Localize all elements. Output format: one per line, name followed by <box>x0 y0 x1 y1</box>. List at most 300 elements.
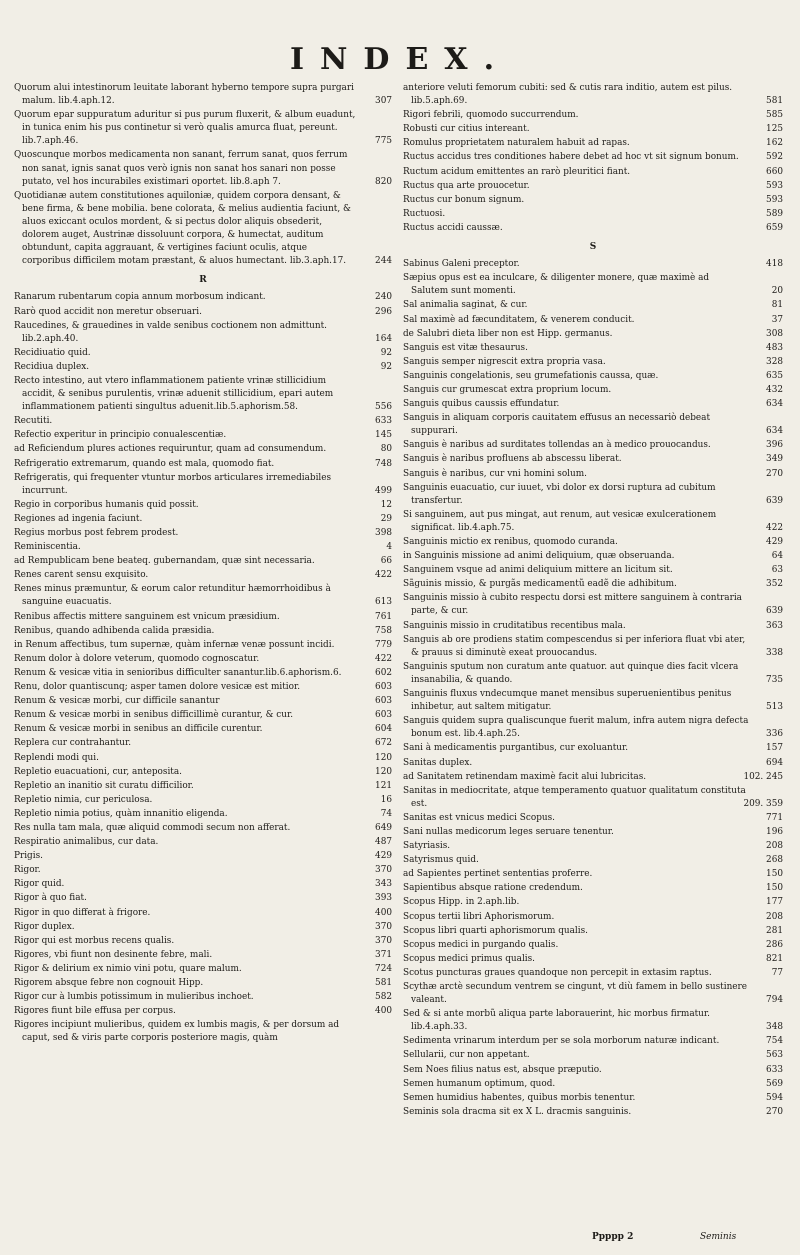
entry-page-number: 92 <box>380 347 392 358</box>
index-entry <box>403 166 783 179</box>
entry-page-number: 821 <box>766 953 783 964</box>
entry-text: Rigor & delirium ex nimio vini potu, quare malum. <box>14 963 242 974</box>
index-entry <box>14 583 392 609</box>
entry-text: Ructus accidus tres conditiones habere debet ad hoc vt sit signum bonum. <box>403 152 739 163</box>
index-entry <box>403 1106 783 1119</box>
index-entry <box>403 939 783 952</box>
entry-text: Regiones ad ingenia faciunt. <box>14 513 143 524</box>
entry-page-number: 593 <box>766 180 783 191</box>
entry-page-number: 328 <box>766 356 783 367</box>
entry-text: ad Reficiendum plures actiones requiruntur, quam ad consumendum. <box>14 444 327 455</box>
entry-text: Reminiscentia. <box>14 542 81 553</box>
entry-page-number: 66 <box>380 556 392 567</box>
entry-page-number: 556 <box>375 402 392 413</box>
entry-text: Renibus affectis mittere sanguinem est vnicum præsidium. <box>14 611 280 622</box>
index-entry <box>403 564 783 577</box>
entry-text: Sanguinis fluxus vndecumque manet mensibus superuenientibus penitus inhibetur, aut saltem mitigatur. <box>403 689 732 713</box>
entry-page-number: 582 <box>375 992 392 1003</box>
index-entry <box>14 429 392 442</box>
entry-page-number: 761 <box>375 611 392 622</box>
entry-text: Respiratio animalibus, cur data. <box>14 837 159 848</box>
index-entry <box>403 715 783 741</box>
entry-text: Sed & si ante morbũ aliqua parte laborauerint, hic morbus firmatur. lib.4.aph.33. <box>403 1009 710 1033</box>
entry-page-number: 563 <box>766 1050 783 1061</box>
index-entry <box>14 850 392 863</box>
entry-page-number: 660 <box>766 166 783 177</box>
entry-page-number: 370 <box>375 921 392 932</box>
entry-page-number: 308 <box>766 328 783 339</box>
entry-text: Sanguinis missio in cruditatibus recentibus mala. <box>403 620 626 631</box>
index-entry <box>403 328 783 341</box>
entry-page-number: 589 <box>766 208 783 219</box>
entry-text: Si sanguinem, aut pus mingat, aut renum, aut vesicæ exulcerationem significat. lib.4.aph.75. <box>403 509 717 533</box>
entry-text: Sani à medicamentis purgantibus, cur exoluantur. <box>403 743 629 754</box>
signature-mark: Ppppp 2 <box>592 1232 634 1242</box>
index-entry <box>403 1035 783 1048</box>
index-entry <box>403 342 783 355</box>
entry-page-number: 649 <box>375 822 392 833</box>
entry-text: Sanguis è naribus, cur vni homini solum. <box>403 468 587 479</box>
index-entry <box>14 695 392 708</box>
entry-text: Sanguis est vitæ thesaurus. <box>403 342 528 353</box>
entry-text: Sedimenta vrinarum interdum per se sola morborum naturæ indicant. <box>403 1036 720 1047</box>
index-entry <box>14 808 392 821</box>
entry-page-number: 694 <box>766 757 783 768</box>
entry-page-number: 77 <box>771 967 783 978</box>
index-entry <box>14 1019 392 1045</box>
entry-text: Rigores, vbi fiunt non desinente febre, mali. <box>14 949 213 960</box>
entry-text: ad Rempublicam bene beateq. gubernandam, quæ sint necessaria. <box>14 556 315 567</box>
entry-text: Semen humidius habentes, quibus morbis tenentur. <box>403 1092 636 1103</box>
index-entry <box>403 854 783 867</box>
entry-page-number: 735 <box>766 674 783 685</box>
entry-page-number: 208 <box>766 841 783 852</box>
entry-page-number: 348 <box>766 1022 783 1033</box>
entry-text: Repletio an inanitio sit curatu difficilior. <box>14 780 194 791</box>
index-entry <box>403 981 783 1007</box>
entry-page-number: 196 <box>766 826 783 837</box>
entry-page-number: 349 <box>766 454 783 465</box>
index-entry <box>14 878 392 891</box>
entry-text: Renes carent sensu exquisito. <box>14 570 149 581</box>
entry-text: Regio in corporibus humanis quid possit. <box>14 499 199 510</box>
entry-text: Repletio euacuationi, cur, anteposita. <box>14 766 182 777</box>
index-entry <box>403 151 783 164</box>
entry-text: Sanguinem vsque ad animi deliquium mittere an licitum sit. <box>403 565 673 576</box>
entry-page-number: 422 <box>375 570 392 581</box>
index-entry <box>403 812 783 825</box>
entry-text: Renum dolor à dolore veterum, quomodo cognoscatur. <box>14 653 260 664</box>
index-entry <box>403 882 783 895</box>
entry-text: Sanguinis euacuatio, cur iuuet, vbi dolor ex dorsi ruptura ad cubitum transfertur. <box>403 482 716 506</box>
entry-page-number: 487 <box>375 837 392 848</box>
entry-text: Sem Noes filius natus est, absque præputio. <box>403 1064 602 1075</box>
entry-text: Sanguis è naribus ad surditates tollendas an à medico prouocandus. <box>403 440 711 451</box>
entry-page-number: 296 <box>375 306 392 317</box>
entry-text: Replendi modi qui. <box>14 752 99 763</box>
entry-page-number: 748 <box>375 458 392 469</box>
entry-page-number: 499 <box>375 485 392 496</box>
index-entry <box>403 757 783 770</box>
entry-page-number: 145 <box>375 430 392 441</box>
index-entry <box>14 780 392 793</box>
entry-page-number: 120 <box>375 766 392 777</box>
index-entry <box>14 921 392 934</box>
index-entry <box>403 194 783 207</box>
entry-page-number: 37 <box>771 314 783 325</box>
entry-page-number: 209. 359 <box>743 798 783 809</box>
entry-text: Quoscunque morbos medicamenta non sanant, ferrum sanat, quos ferrum non sanat, ignis sanat quos verò ignis non sanat hos sanari non posse putato, vel hos incurabiles existimari oportet. lib.8.aph 7. <box>14 150 348 187</box>
entry-text: Repletio nimia potius, quàm innanitio eligenda. <box>14 808 228 819</box>
entry-page-number: 164 <box>375 333 392 344</box>
entry-page-number: 633 <box>375 416 392 427</box>
index-entry <box>403 137 783 150</box>
entry-page-number: 659 <box>766 222 783 233</box>
entry-text: Recto intestino, aut vtero inflammationem patiente vrinæ stillicidium accidit, & senibus purulentis, vrinæ aduenit stillicidium, epari autem inflammationem patienti singultus aduenit.lib.5.aphorism.58. <box>14 375 334 413</box>
index-entry <box>14 1005 392 1018</box>
entry-text: Sabinus Galeni preceptor. <box>403 259 520 270</box>
entry-page-number: 602 <box>375 667 392 678</box>
index-entry <box>403 222 783 235</box>
entry-text: Renes minus præmuntur, & eorum calor retunditur hæmorrhoidibus à sanguine euacuatis. <box>14 584 331 608</box>
entry-text: Rigor quid. <box>14 879 65 890</box>
page-title: INDEX. <box>289 42 511 77</box>
entry-text: anteriore veluti femorum cubiti: sed & cutis rara inditio, autem est pilus. lib.5.aph.69. <box>403 83 733 107</box>
entry-text: Sanguinis mictio ex renibus, quomodo curanda. <box>403 537 618 547</box>
entry-text: Robusti cur citius intereant. <box>403 124 530 135</box>
index-entry <box>403 578 783 591</box>
entry-text: Scotus puncturas graues quandoque non percepit in extasim raptus. <box>403 967 712 978</box>
entry-page-number: 581 <box>375 978 392 988</box>
entry-page-number: 286 <box>766 939 783 950</box>
entry-page-number: 422 <box>375 653 392 664</box>
index-entry <box>403 482 783 508</box>
entry-page-number: 603 <box>375 710 392 721</box>
entry-text: Sal animalia saginat, & cur. <box>403 300 528 311</box>
entry-page-number: 613 <box>375 597 392 608</box>
entry-text: Recidiua duplex. <box>14 361 90 372</box>
entry-text: Sanguis in aliquam corporis cauitatem effusus an necessariò debeat suppurari. <box>403 413 711 437</box>
index-entry <box>403 258 783 271</box>
entry-text: in Sanguinis missione ad animi deliquium, quæ obseruanda. <box>403 551 675 562</box>
entry-page-number: 771 <box>766 812 783 823</box>
index-entry <box>403 896 783 909</box>
entry-page-number: 396 <box>766 440 783 451</box>
entry-page-number: 20 <box>771 286 783 297</box>
entry-page-number: 16 <box>380 794 392 805</box>
index-entry <box>403 468 783 481</box>
entry-text: Ructus qua arte prouocetur. <box>403 180 530 191</box>
index-entry <box>14 190 392 269</box>
index-entry <box>403 439 783 452</box>
entry-page-number: 12 <box>380 499 392 510</box>
index-entry <box>14 569 392 582</box>
entry-page-number: 74 <box>380 808 392 819</box>
index-entry <box>403 742 783 755</box>
catchword: Seminis <box>700 1232 737 1242</box>
index-entry <box>14 375 392 414</box>
index-entry <box>403 840 783 853</box>
entry-text: Rigores incipiunt mulieribus, quidem ex lumbis magis, & per dorsum ad caput, sed & viris parte corporis posteriore magis, quàm <box>14 1020 340 1044</box>
entry-text: Sãguinis missio, & purgãs medicamentũ eadẽ die adhibitum. <box>403 579 677 590</box>
entry-page-number: 29 <box>380 513 392 524</box>
entry-text: Regius morbus post febrem prodest. <box>14 528 179 538</box>
entry-text: Renum & vesicæ morbi, cur difficile sanantur <box>14 696 220 707</box>
entry-page-number: 634 <box>766 399 783 410</box>
entry-page-number: 604 <box>375 724 392 735</box>
entry-page-number: 352 <box>766 579 783 590</box>
entry-text: Semen humanum optimum, quod. <box>403 1078 556 1089</box>
entry-page-number: 338 <box>766 647 783 658</box>
index-entry <box>14 737 392 750</box>
entry-page-number: 125 <box>766 124 783 135</box>
entry-page-number: 63 <box>771 565 783 576</box>
index-entry <box>14 766 392 779</box>
entry-page-number: 603 <box>375 682 392 693</box>
entry-page-number: 594 <box>766 1092 783 1103</box>
entry-text: Rigores fiunt bile effusa per corpus. <box>14 1006 176 1017</box>
entry-page-number: 240 <box>375 292 392 303</box>
index-entry <box>14 472 392 498</box>
index-entry <box>403 826 783 839</box>
entry-page-number: 513 <box>766 702 783 713</box>
entry-text: Sanguis cur grumescat extra proprium locum. <box>403 384 612 395</box>
index-entry <box>14 361 392 374</box>
index-entry <box>403 1092 783 1105</box>
index-entry <box>403 967 783 980</box>
entry-page-number: 398 <box>375 528 392 538</box>
entry-page-number: 162 <box>766 138 783 149</box>
entry-text: Rigori febrili, quomodo succurrendum. <box>403 110 579 121</box>
entry-page-number: 92 <box>380 361 392 372</box>
index-entry <box>14 347 392 360</box>
entry-text: Sanguis ab ore prodiens statim compescendus si per inferiora fluat vbi ater, & prauus si diminutè exeat prouocandus. <box>403 634 746 658</box>
index-entry <box>403 771 783 784</box>
entry-text: Sanitas in mediocritate, atque temperamento quatuor qualitatum constituta est. <box>403 785 746 809</box>
entry-text: Renu, dolor quantiscunq; asper tamen dolore vesicæ est mitior. <box>14 682 301 693</box>
entry-text: Scopus medici in purgando qualis. <box>403 939 559 950</box>
index-entry <box>14 963 392 976</box>
index-entry <box>403 370 783 383</box>
entry-page-number: 80 <box>380 444 392 455</box>
entry-text: de Salubri dieta liber non est Hipp. germanus. <box>403 328 613 339</box>
entry-page-number: 633 <box>766 1064 783 1075</box>
entry-page-number: 585 <box>766 110 783 121</box>
index-entry <box>403 1078 783 1091</box>
index-entry <box>14 458 392 471</box>
entry-page-number: 672 <box>375 738 392 749</box>
entry-page-number: 102. 245 <box>743 771 783 782</box>
entry-text: Refrigeratis, qui frequenter vtuntur morbos articulares irremediabiles incurrunt. <box>14 472 332 496</box>
entry-text: Sanguis quidem supra qualiscunque fuerit malum, infra autem nigra defecta bonum est. lib.4.aph.25. <box>403 716 749 740</box>
entry-text: Sellularii, cur non appetant. <box>403 1050 530 1061</box>
entry-text: Rigor duplex. <box>14 921 75 932</box>
entry-page-number: 634 <box>766 426 783 437</box>
entry-text: Sapientibus absque ratione credendum. <box>403 883 583 894</box>
section-letter: R <box>199 275 207 286</box>
index-entry <box>403 272 783 298</box>
index-entry <box>403 550 783 563</box>
entry-page-number: 779 <box>375 639 392 650</box>
entry-text: Quorum alui intestinorum leuitate laborant hyberno tempore supra purgari malum. lib.4.aph.12. <box>14 83 354 107</box>
index-entry <box>14 949 392 962</box>
entry-text: Ructus cur bonum signum. <box>403 194 525 205</box>
index-entry <box>403 208 783 221</box>
entry-page-number: 603 <box>375 696 392 707</box>
index-entry <box>14 709 392 722</box>
index-entry <box>403 911 783 924</box>
index-entry <box>403 1064 783 1077</box>
entry-text: Replera cur contrahantur. <box>14 738 132 749</box>
entry-text: ad Sapientes pertinet sententias proferre. <box>403 869 593 880</box>
entry-text: Recidiuatio quid. <box>14 347 91 358</box>
index-entry <box>403 509 783 535</box>
index-entry <box>14 415 392 428</box>
index-entry <box>14 681 392 694</box>
entry-text: Refrigeratio extremarum, quando est mala, quomodo fiat. <box>14 458 275 469</box>
entry-page-number: 120 <box>375 752 392 763</box>
index-entry <box>14 109 392 148</box>
entry-text: Renum & vesicæ vitia in senioribus difficulter sanantur.lib.6.aphorism.6. <box>14 667 342 678</box>
entry-text: Rigor cur à lumbis potissimum in mulieribus inchoet. <box>14 992 254 1003</box>
entry-page-number: 635 <box>766 370 783 381</box>
entry-page-number: 64 <box>771 551 783 562</box>
entry-page-number: 370 <box>375 865 392 876</box>
index-entry <box>14 667 392 680</box>
entry-page-number: 393 <box>375 893 392 904</box>
entry-text: Ranarum rubentarum copia annum morbosum indicant. <box>14 292 266 303</box>
entry-text: Sanguis quibus caussis effundatur. <box>403 399 560 410</box>
index-entry <box>14 639 392 652</box>
index-entry <box>14 935 392 948</box>
entry-text: Ructum acidum emittentes an rarò pleuritici fiant. <box>403 166 631 177</box>
index-entry <box>403 688 783 714</box>
index-entry <box>403 1049 783 1062</box>
index-entry <box>403 592 783 618</box>
index-entry <box>14 864 392 877</box>
entry-page-number: 281 <box>766 925 783 936</box>
entry-text: Sanguinis sputum non curatum ante quatuor. aut quinque dies facit vlcera insanabilia, & quando. <box>403 661 739 685</box>
index-entry <box>14 723 392 736</box>
entry-text: Romulus proprietatem naturalem habuit ad rapas. <box>403 138 630 149</box>
entry-page-number: 121 <box>375 780 392 791</box>
entry-text: Sanguinis missio à cubito respectu dorsi est mittere sanguinem à contraria parte, & cur. <box>403 593 742 617</box>
index-entry <box>14 82 392 108</box>
index-entry <box>14 499 392 512</box>
index-entry <box>403 953 783 966</box>
entry-page-number: 429 <box>375 851 392 862</box>
entry-page-number: 639 <box>766 606 783 617</box>
index-entry <box>403 109 783 122</box>
entry-text: Renum & vesicæ morbi in senibus difficillimè curantur, & cur. <box>14 710 294 721</box>
entry-text: Sani nullas medicorum leges seruare tenentur. <box>403 826 614 837</box>
entry-text: Rigor à quo fiat. <box>14 893 87 904</box>
entry-page-number: 429 <box>766 537 783 547</box>
entry-text: Quorum epar suppuratum aduritur si pus purum fluxerit, & album euadunt, in tunica enim his pus continetur si verò qualis amurca fluat, pereunt. lib.7.aph.46. <box>14 110 356 147</box>
entry-page-number: 270 <box>766 468 783 479</box>
entry-text: Sanguis semper nigrescit extra propria vasa. <box>403 356 606 367</box>
entry-text: Sæpius opus est ea inculcare, & diligenter monere, quæ maximè ad Salutem sunt momenti. <box>403 273 710 297</box>
entry-text: Seminis sola dracma sit ex X L. dracmis sanguinis. <box>403 1106 632 1117</box>
entry-text: Res nulla tam mala, quæ aliquid commodi secum non afferat. <box>14 822 291 833</box>
entry-text: Repletio nimia, cur periculosa. <box>14 794 153 805</box>
index-entry <box>403 180 783 193</box>
index-entry <box>14 752 392 765</box>
index-entry <box>14 513 392 526</box>
index-entry <box>14 977 392 990</box>
entry-page-number: 593 <box>766 194 783 205</box>
index-entry <box>403 398 783 411</box>
index-entry <box>14 653 392 666</box>
index-entry <box>14 991 392 1004</box>
index-column-left <box>14 82 392 1046</box>
entry-text: Rigor in quo differat à frigore. <box>14 907 151 918</box>
entry-page-number: 177 <box>766 897 783 908</box>
index-entry <box>14 527 392 540</box>
index-entry <box>403 868 783 881</box>
entry-page-number: 370 <box>375 935 392 946</box>
entry-text: Rigor. <box>14 865 41 876</box>
entry-text: Sanguis è naribus profluens ab abscessu liberat. <box>403 454 622 465</box>
entry-text: Scopus Hipp. in 2.aph.lib. <box>403 897 520 908</box>
entry-text: in Renum affectibus, tum supernæ, quàm infernæ venæ possunt incidi. <box>14 639 335 650</box>
index-entry <box>14 443 392 456</box>
entry-text: Satyrismus quid. <box>403 855 479 866</box>
entry-text: Sal maximè ad fæcunditatem, & venerem conducit. <box>403 314 635 325</box>
section-letter: S <box>589 242 597 253</box>
index-entry <box>14 555 392 568</box>
entry-page-number: 754 <box>766 1036 783 1047</box>
index-entry <box>403 661 783 687</box>
entry-page-number: 592 <box>766 152 783 163</box>
index-entry <box>14 320 392 346</box>
index-entry <box>403 356 783 369</box>
entry-page-number: 157 <box>766 743 783 754</box>
entry-text: ad Sanitatem retinendam maximè facit alui lubricitas. <box>403 771 647 782</box>
index-entry <box>14 541 392 554</box>
entry-text: Raucedines, & grauedines in valde senibus coctionem non admittunt. lib.2.aph.40. <box>14 320 327 344</box>
entry-page-number: 270 <box>766 1106 783 1117</box>
entry-text: Renibus, quando adhibenda calida præsidia. <box>14 625 215 636</box>
entry-page-number: 820 <box>375 176 392 187</box>
entry-page-number: 724 <box>375 963 392 974</box>
entry-text: Refectio experitur in principio conualescentiæ. <box>14 430 227 441</box>
index-entry <box>403 453 783 466</box>
entry-page-number: 400 <box>375 907 392 918</box>
entry-text: Satyriasis. <box>403 841 451 852</box>
entry-text: Sanitas est vnicus medici Scopus. <box>403 812 555 823</box>
index-column-right <box>403 82 783 1120</box>
index-entry <box>14 625 392 638</box>
index-entry <box>403 925 783 938</box>
entry-page-number: 4 <box>386 542 392 553</box>
index-entry <box>14 611 392 624</box>
index-entry <box>403 384 783 397</box>
entry-text: Scopus medici primus qualis. <box>403 953 535 964</box>
entry-page-number: 268 <box>766 855 783 866</box>
entry-text: Ructuosi. <box>403 208 446 219</box>
entry-page-number: 400 <box>375 1006 392 1017</box>
entry-page-number: 418 <box>766 259 783 270</box>
entry-page-number: 363 <box>766 620 783 631</box>
entry-text: Rigorem absque febre non cognouit Hipp. <box>14 978 204 988</box>
index-entry <box>403 412 783 438</box>
index-entry <box>14 149 392 188</box>
index-entry <box>403 536 783 549</box>
entry-page-number: 307 <box>375 96 392 107</box>
entry-page-number: 343 <box>375 879 392 890</box>
index-entry <box>403 314 783 327</box>
